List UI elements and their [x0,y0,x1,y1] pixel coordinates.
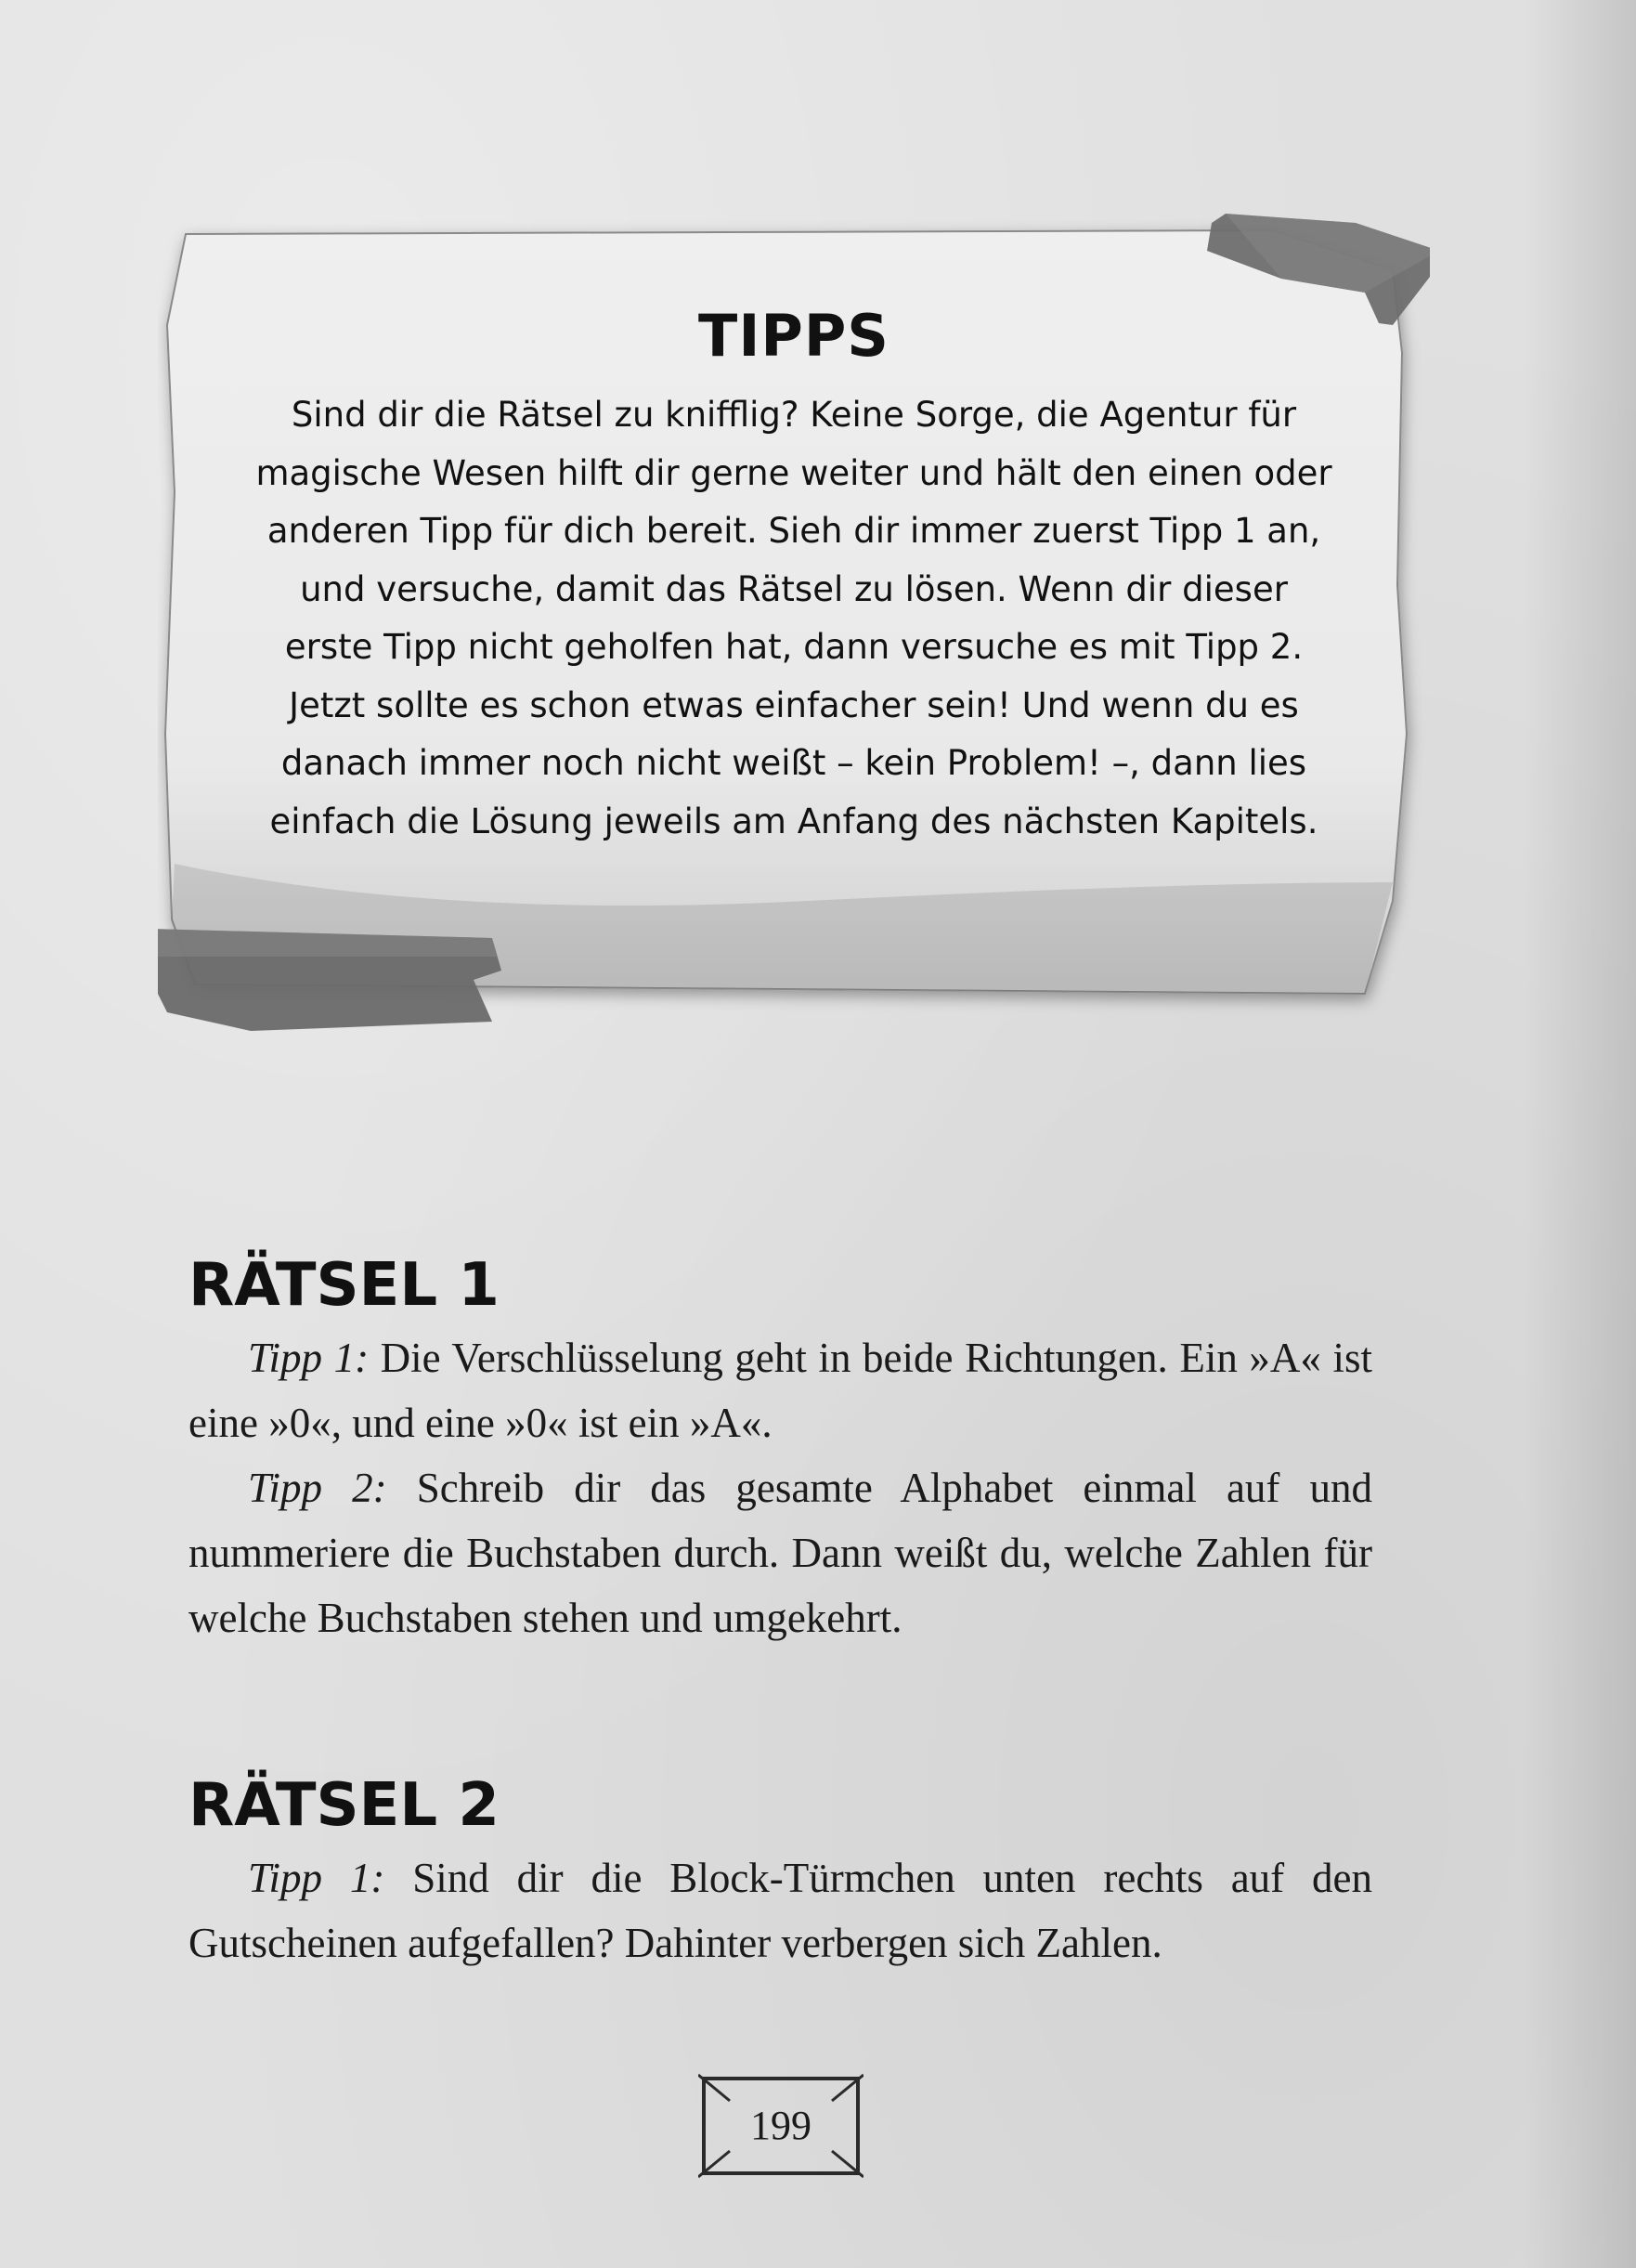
page-number-box [698,2073,863,2179]
tip-text: Sind dir die Block-Türmchen unten rechts auf den Gutscheinen aufgefallen? Dahinter verbergen sich Zahlen. [188,1855,1372,1966]
page-number: 199 [750,2103,812,2148]
note-text: Sind dir die Rätsel zu knifflig? Keine Sorge, die Agentur für magische Wesen hilft dir gerne weiter und hält den einen oder anderen Tipp für dich bereit. Sieh dir immer zuerst Tipp 1 an, und versuche, damit das Rätsel zu lösen. Wenn dir dieser erste Tipp nicht geholfen hat, dann versuche es mit Tipp 2. Jetzt sollte es schon etwas einfacher sein! Und wenn du es danach immer noch nicht weißt – kein Problem! –, dann lies einfach die Lösung jeweils am Anfang des nächsten Kapitels. [255,395,1332,841]
tape-bottom-left [158,929,501,1031]
tip-label: Tipp 2: [248,1465,387,1511]
tip-paragraph [188,1845,1372,1975]
tip-label: Tipp 1: [248,1335,370,1381]
section-raetsel-2 [188,1771,1372,1975]
tip-paragraph [188,1455,1372,1650]
tip-label: Tipp 1: [248,1855,385,1901]
tip-paragraph [188,1325,1372,1455]
section-raetsel-1 [188,1251,1372,1650]
section-heading: RÄTSEL 1 [188,1251,500,1320]
note-title: TIPPS [698,302,889,370]
section-heading: RÄTSEL 2 [188,1771,500,1840]
note-content [232,302,1356,851]
tip-text: Die Verschlüsselung geht in beide Richtungen. Ein »A« ist eine »0«, und eine »0« ist ein »A«. [188,1335,1372,1446]
tips-note-card [158,214,1430,1031]
tip-text: Schreib dir das gesamte Alphabet einmal auf und nummeriere die Buchstaben durch. Dann weißt du, welche Zahlen für welche Buchstaben stehen und umgekehrt. [188,1465,1372,1641]
